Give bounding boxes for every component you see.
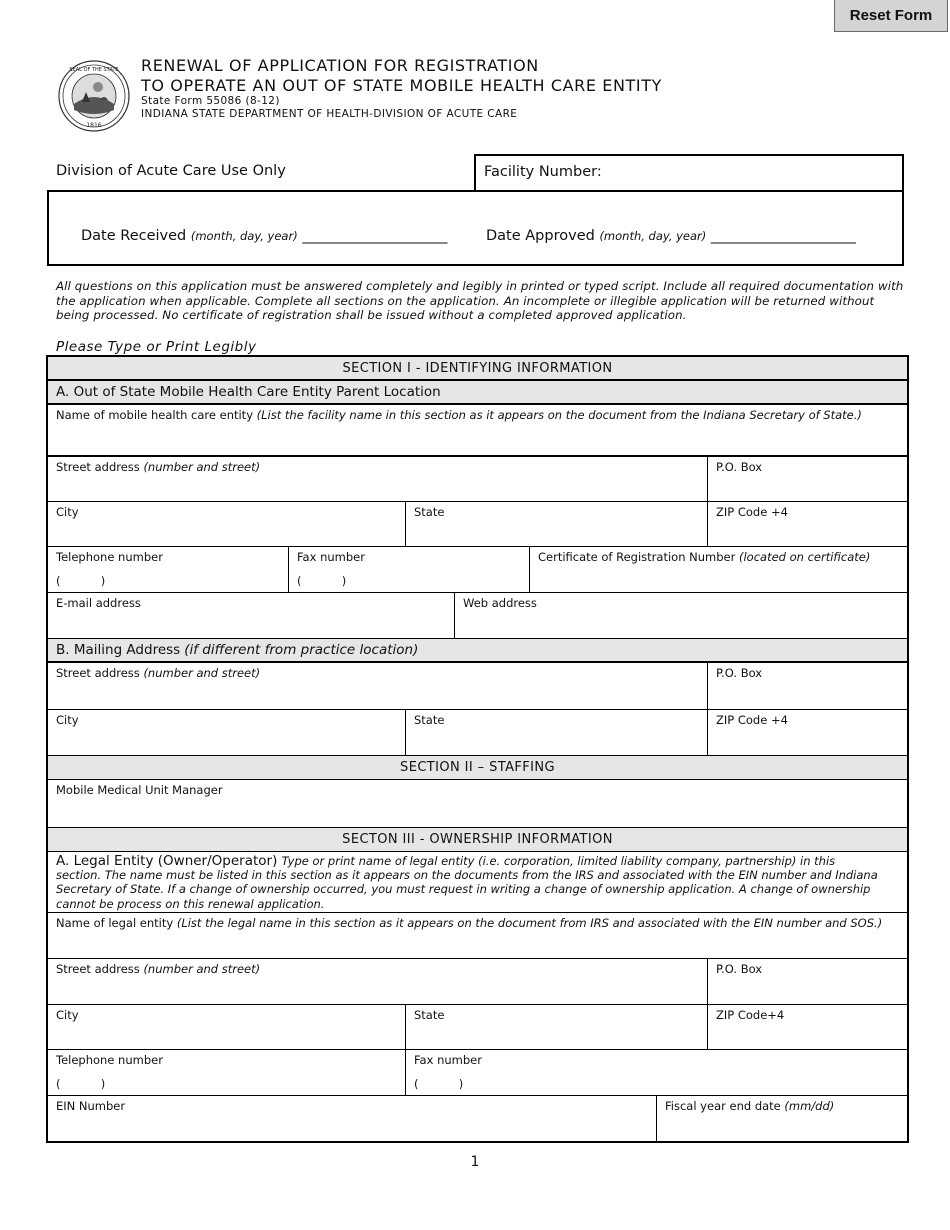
- facility-number-field[interactable]: [474, 154, 904, 192]
- mailing-po-box-field[interactable]: P.O. Box: [707, 662, 908, 710]
- entity-name-field[interactable]: Name of mobile health care entity (List the facility name in this section as it appears on the document from the Indiana Secretary of State.): [47, 404, 908, 456]
- form-title-line2: TO OPERATE AN OUT OF STATE MOBILE HEALTH CARE ENTITY: [141, 76, 662, 95]
- date-received[interactable]: Date Received (month, day, year) ____________________: [81, 228, 448, 244]
- section-1-header: SECTION I - IDENTIFYING INFORMATION: [47, 356, 908, 380]
- form-title-line1: RENEWAL OF APPLICATION FOR REGISTRATION: [141, 56, 539, 75]
- section-2-header: SECTION II – STAFFING: [47, 755, 908, 780]
- mailing-state-field[interactable]: State: [405, 709, 708, 756]
- mailing-city-field[interactable]: City: [47, 709, 406, 756]
- facility-number-label: Facility Number:: [484, 164, 602, 180]
- office-use-title: Division of Acute Care Use Only: [56, 163, 286, 179]
- svg-text:1816: 1816: [86, 122, 102, 129]
- please-print-note: Please Type or Print Legibly: [56, 339, 257, 355]
- street-address-field[interactable]: Street address (number and street): [47, 456, 708, 502]
- owner-telephone-field[interactable]: Telephone number ( ): [47, 1049, 406, 1096]
- owner-zip-field[interactable]: ZIP Code+4: [707, 1004, 908, 1050]
- owner-fax-field[interactable]: Fax number ( ): [405, 1049, 908, 1096]
- section-1-part-b-header: B. Mailing Address (if different from practice location): [47, 638, 908, 662]
- owner-street-field[interactable]: Street address (number and street): [47, 958, 708, 1005]
- telephone-field[interactable]: Telephone number ( ): [47, 546, 289, 593]
- mailing-zip-field[interactable]: ZIP Code +4: [707, 709, 908, 756]
- mailing-street-field[interactable]: Street address (number and street): [47, 662, 708, 710]
- zip-field[interactable]: ZIP Code +4: [707, 501, 908, 547]
- department-name: INDIANA STATE DEPARTMENT OF HEALTH-DIVISION OF ACUTE CARE: [141, 108, 518, 120]
- legal-entity-instructions: A. Legal Entity (Owner/Operator) Type or print name of legal entity (i.e. corporation, limited liability company, partnership) in this section. The name must be listed in this section as it appears on the documents from the IRS and associated with the EIN number and Indiana Secretary of State. If a change of ownership occurred, you must request in writing a change of ownership application. A change of ownership cannot be process on this renewal application.: [47, 851, 908, 913]
- date-approved[interactable]: Date Approved (month, day, year) ____________________: [486, 228, 856, 244]
- fax-field[interactable]: Fax number ( ): [288, 546, 530, 593]
- instructions-paragraph: All questions on this application must be answered completely and legibly in printed or typed script. Include all required documentation with the application when applicable. Complete all sections on the application. An incomplete or illegible application will be returned without being processed. No certificate of registration shall be issued without a completed approved application.: [56, 279, 904, 322]
- fiscal-year-end-field[interactable]: Fiscal year end date (mm/dd): [656, 1095, 908, 1142]
- email-field[interactable]: E-mail address: [47, 592, 455, 639]
- certificate-number-field[interactable]: Certificate of Registration Number (located on certificate): [529, 546, 908, 593]
- po-box-field[interactable]: P.O. Box: [707, 456, 908, 502]
- state-field[interactable]: State: [405, 501, 708, 547]
- ein-number-field[interactable]: EIN Number: [47, 1095, 657, 1142]
- section-3-header: SECTON III - OWNERSHIP INFORMATION: [47, 827, 908, 852]
- office-use-box: [47, 190, 904, 266]
- page-number: 1: [470, 1154, 480, 1170]
- unit-manager-field[interactable]: Mobile Medical Unit Manager: [47, 779, 908, 828]
- reset-form-button[interactable]: Reset Form: [834, 0, 948, 32]
- owner-state-field[interactable]: State: [405, 1004, 708, 1050]
- indiana-state-seal: [58, 60, 130, 132]
- svg-text:SEAL OF THE STATE: SEAL OF THE STATE: [69, 67, 119, 73]
- web-address-field[interactable]: Web address: [454, 592, 908, 639]
- owner-city-field[interactable]: City: [47, 1004, 406, 1050]
- section-1-part-a-header: A. Out of State Mobile Health Care Entity Parent Location: [47, 380, 908, 404]
- owner-po-box-field[interactable]: P.O. Box: [707, 958, 908, 1005]
- form-number: State Form 55086 (8-12): [141, 95, 280, 107]
- legal-entity-name-field[interactable]: Name of legal entity (List the legal name in this section as it appears on the document from IRS and associated with the EIN number and SOS.): [47, 912, 908, 959]
- city-field[interactable]: City: [47, 501, 406, 547]
